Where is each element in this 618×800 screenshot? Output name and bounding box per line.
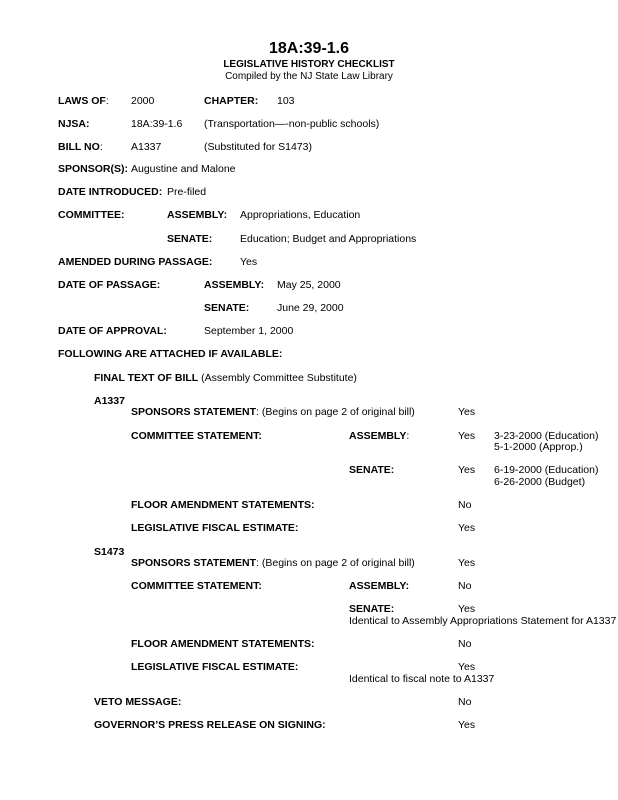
s1473-committee-assembly-label: ASSEMBLY: — [349, 580, 410, 592]
bill-no-note: (Substituted for S1473) — [204, 141, 312, 153]
passage-assembly-value: May 25, 2000 — [277, 279, 341, 291]
s1473-committee-statement-label: COMMITTEE STATEMENT: — [131, 580, 262, 592]
laws-of-label: LAWS OF: — [58, 95, 109, 107]
committee-assembly-label: ASSEMBLY: — [167, 209, 228, 221]
page-title: 18A:39-1.6 — [268, 40, 350, 57]
a1337-floor-amendment-value: No — [458, 499, 472, 511]
press-release-label: GOVERNOR’S PRESS RELEASE ON SIGNING: — [94, 719, 326, 731]
a1337-committee-statement-label: COMMITTEE STATEMENT: — [131, 430, 262, 442]
page-subtitle: LEGISLATIVE HISTORY CHECKLIST — [223, 59, 395, 70]
s1473-sponsors-statement-value: Yes — [458, 557, 476, 569]
a1337-fiscal-estimate-label: LEGISLATIVE FISCAL ESTIMATE: — [131, 522, 299, 534]
date-introduced-label: DATE INTRODUCED: — [58, 186, 163, 198]
njsa-description: (Transportation—-non-public schools) — [204, 118, 380, 130]
s1473-fiscal-note: Identical to fiscal note to A1337 — [349, 673, 495, 685]
committee-senate-label: SENATE: — [167, 233, 213, 245]
committee-label: COMMITTEE: — [58, 209, 125, 221]
s1473-committee-senate-label: SENATE: — [349, 603, 395, 615]
committee-assembly-value: Appropriations, Education — [240, 209, 361, 221]
final-text-of-bill: FINAL TEXT OF BILL (Assembly Committee Substitute) — [94, 372, 357, 384]
sponsors-value: Augustine and Malone — [131, 163, 236, 175]
amended-label: AMENDED DURING PASSAGE: — [58, 256, 213, 268]
s1473-fiscal-estimate-label: LEGISLATIVE FISCAL ESTIMATE: — [131, 661, 299, 673]
a1337-fiscal-estimate-value: Yes — [458, 522, 476, 534]
njsa-label: NJSA: — [58, 118, 90, 130]
veto-message-value: No — [458, 696, 472, 708]
a1337-floor-amendment-label: FLOOR AMENDMENT STATEMENTS: — [131, 499, 315, 511]
a1337-committee-senate-value: Yes — [458, 464, 476, 476]
passage-label: DATE OF PASSAGE: — [58, 279, 161, 291]
a1337-committee-assembly-label: ASSEMBLY: — [349, 430, 410, 442]
attached-heading: FOLLOWING ARE ATTACHED IF AVAILABLE: — [58, 348, 283, 360]
passage-senate-label: SENATE: — [204, 302, 250, 314]
s1473-fiscal-estimate-value: Yes — [458, 661, 476, 673]
s1473-floor-amendment-value: No — [458, 638, 472, 650]
chapter-value: 103 — [277, 95, 295, 107]
s1473-committee-assembly-value: No — [458, 580, 472, 592]
veto-message-label: VETO MESSAGE: — [94, 696, 182, 708]
s1473-sponsors-statement: SPONSORS STATEMENT: (Begins on page 2 of original bill) — [131, 557, 415, 569]
date-introduced-value: Pre-filed — [167, 186, 207, 198]
a1337-committee-assembly-value: Yes — [458, 430, 476, 442]
a1337-senate-date-2: 6-26-2000 (Budget) — [494, 476, 586, 488]
s1473-floor-amendment-label: FLOOR AMENDMENT STATEMENTS: — [131, 638, 315, 650]
approval-value: September 1, 2000 — [204, 325, 294, 337]
laws-of-value: 2000 — [131, 95, 155, 107]
s1473-bill-label: S1473 — [94, 546, 125, 558]
press-release-value: Yes — [458, 719, 476, 731]
chapter-label: CHAPTER: — [204, 95, 259, 107]
committee-senate-value: Education; Budget and Appropriations — [240, 233, 417, 245]
compiled-by: Compiled by the NJ State Law Library — [225, 71, 393, 82]
bill-no-label: BILL NO: — [58, 141, 103, 153]
bill-no-value: A1337 — [131, 141, 162, 153]
sponsors-label: SPONSOR(S): — [58, 163, 129, 175]
a1337-sponsors-statement-value: Yes — [458, 406, 476, 418]
a1337-committee-senate-label: SENATE: — [349, 464, 395, 476]
passage-assembly-label: ASSEMBLY: — [204, 279, 265, 291]
passage-senate-value: June 29, 2000 — [277, 302, 344, 314]
approval-label: DATE OF APPROVAL: — [58, 325, 167, 337]
a1337-assembly-date-2: 5-1-2000 (Approp.) — [494, 441, 583, 453]
a1337-bill-label: A1337 — [94, 395, 125, 407]
a1337-assembly-date-1: 3-23-2000 (Education) — [494, 430, 599, 442]
njsa-value: 18A:39-1.6 — [131, 118, 183, 130]
a1337-senate-date-1: 6-19-2000 (Education) — [494, 464, 599, 476]
s1473-senate-note: Identical to Assembly Appropriations Statement for A1337 — [349, 615, 617, 627]
a1337-sponsors-statement: SPONSORS STATEMENT: (Begins on page 2 of original bill) — [131, 406, 415, 418]
s1473-committee-senate-value: Yes — [458, 603, 476, 615]
amended-value: Yes — [240, 256, 258, 268]
